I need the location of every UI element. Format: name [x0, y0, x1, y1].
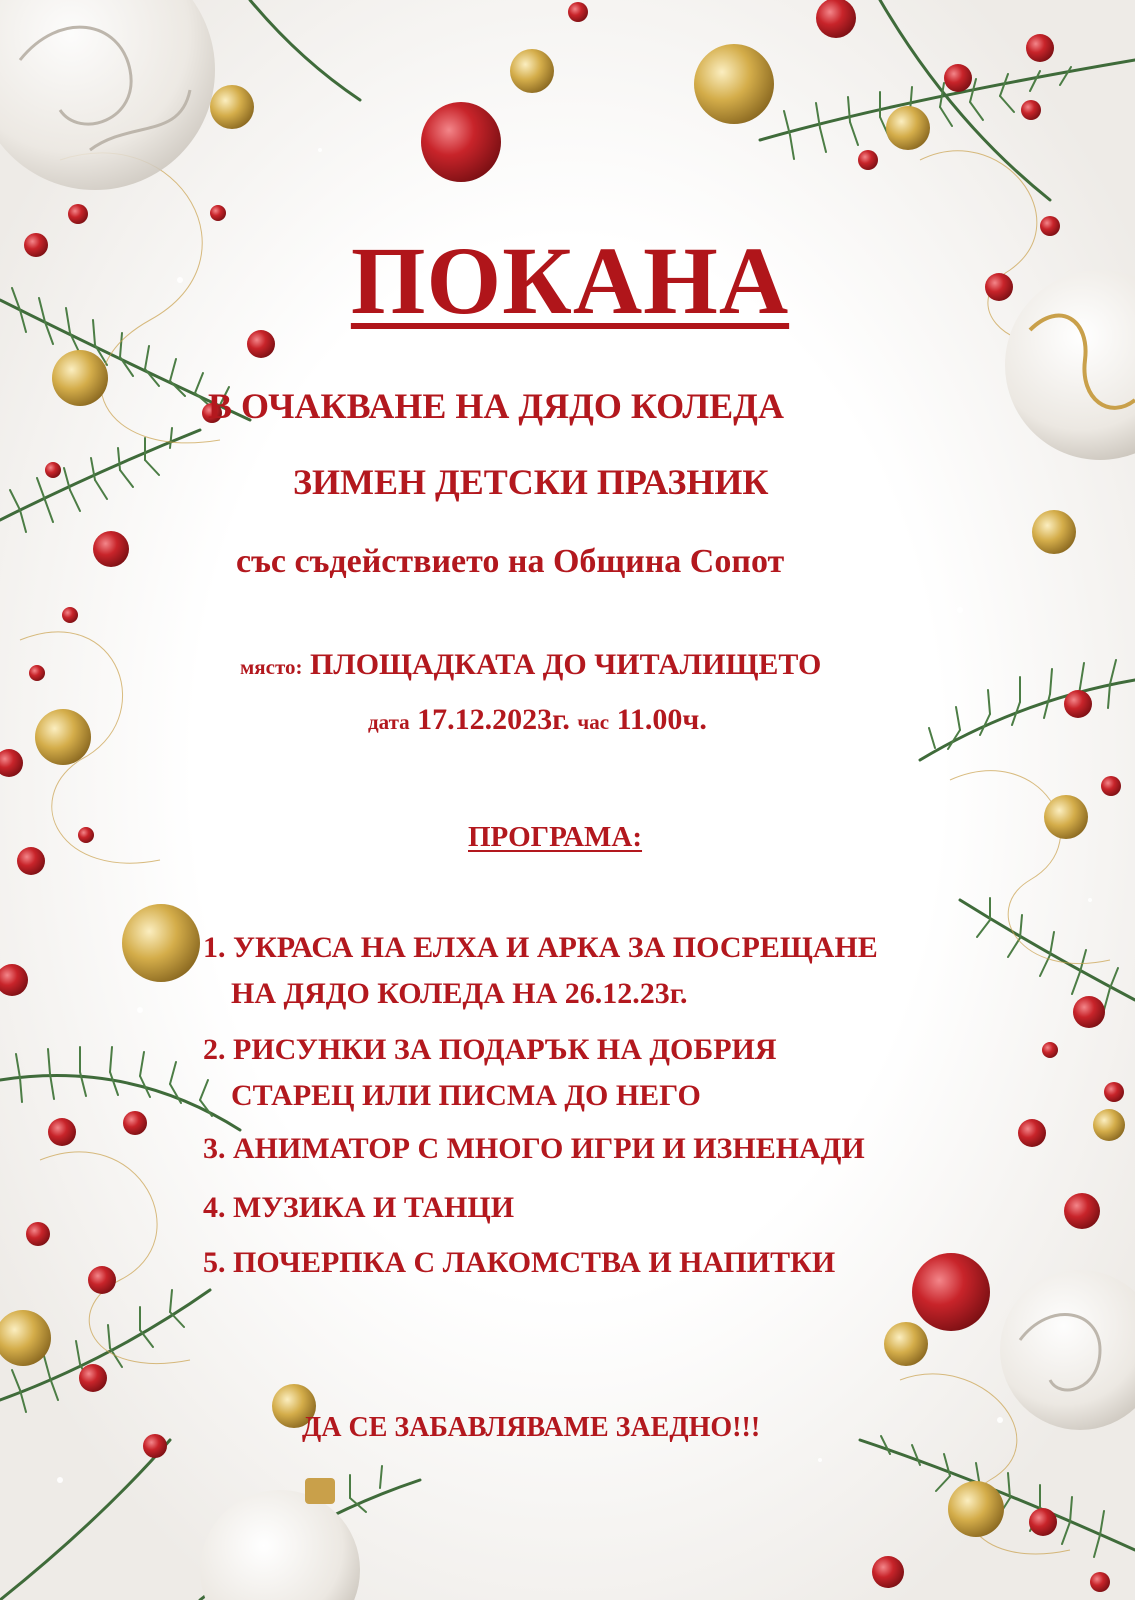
event-date-time	[368, 703, 707, 737]
program-item-line: СТАРЕЦ ИЛИ ПИСМА ДО НЕГО	[231, 1079, 701, 1112]
date-value: 17.12.2023г.	[417, 703, 570, 736]
program-item-line: 1. УКРАСА НА ЕЛХА И АРКА ЗА ПОСРЕЩАНЕ	[203, 931, 878, 964]
subtitle-awaiting-santa: В ОЧАКВАНЕ НА ДЯДО КОЛЕДА	[208, 386, 784, 426]
date-label: дата	[368, 710, 410, 734]
invitation-title: ПОКАНА	[350, 227, 790, 334]
time-label: час	[577, 710, 610, 734]
program-item	[203, 1126, 865, 1172]
subtitle-municipality-support: със съдействието на Община Сопот	[236, 543, 785, 580]
program-item	[203, 925, 878, 1017]
time-value: 11.00ч.	[616, 703, 707, 736]
program-item	[203, 1240, 835, 1286]
program-item-line: 2. РИСУНКИ ЗА ПОДАРЪК НА ДОБРИЯ	[203, 1033, 777, 1066]
program-item	[203, 1027, 777, 1119]
subtitle-winter-festival: ЗИМЕН ДЕТСКИ ПРАЗНИК	[293, 462, 769, 502]
program-item-line: 4. МУЗИКА И ТАНЦИ	[203, 1191, 515, 1224]
program-title: ПРОГРАМА:	[468, 821, 643, 853]
closing-message: ДА СЕ ЗАБАВЛЯВАМЕ ЗАЕДНО!!!	[302, 1412, 761, 1443]
program-item-line: 5. ПОЧЕРПКА С ЛАКОМСТВА И НАПИТКИ	[203, 1246, 836, 1279]
program-item-line: НА ДЯДО КОЛЕДА НА 26.12.23г.	[231, 977, 688, 1010]
place-value: ПЛОЩАДКАТА ДО ЧИТАЛИЩЕТО	[310, 648, 822, 681]
event-place	[240, 648, 821, 682]
place-label: място:	[240, 655, 303, 679]
program-item-line: 3. АНИМАТОР С МНОГО ИГРИ И ИЗНЕНАДИ	[203, 1132, 865, 1165]
program-item	[203, 1185, 514, 1231]
